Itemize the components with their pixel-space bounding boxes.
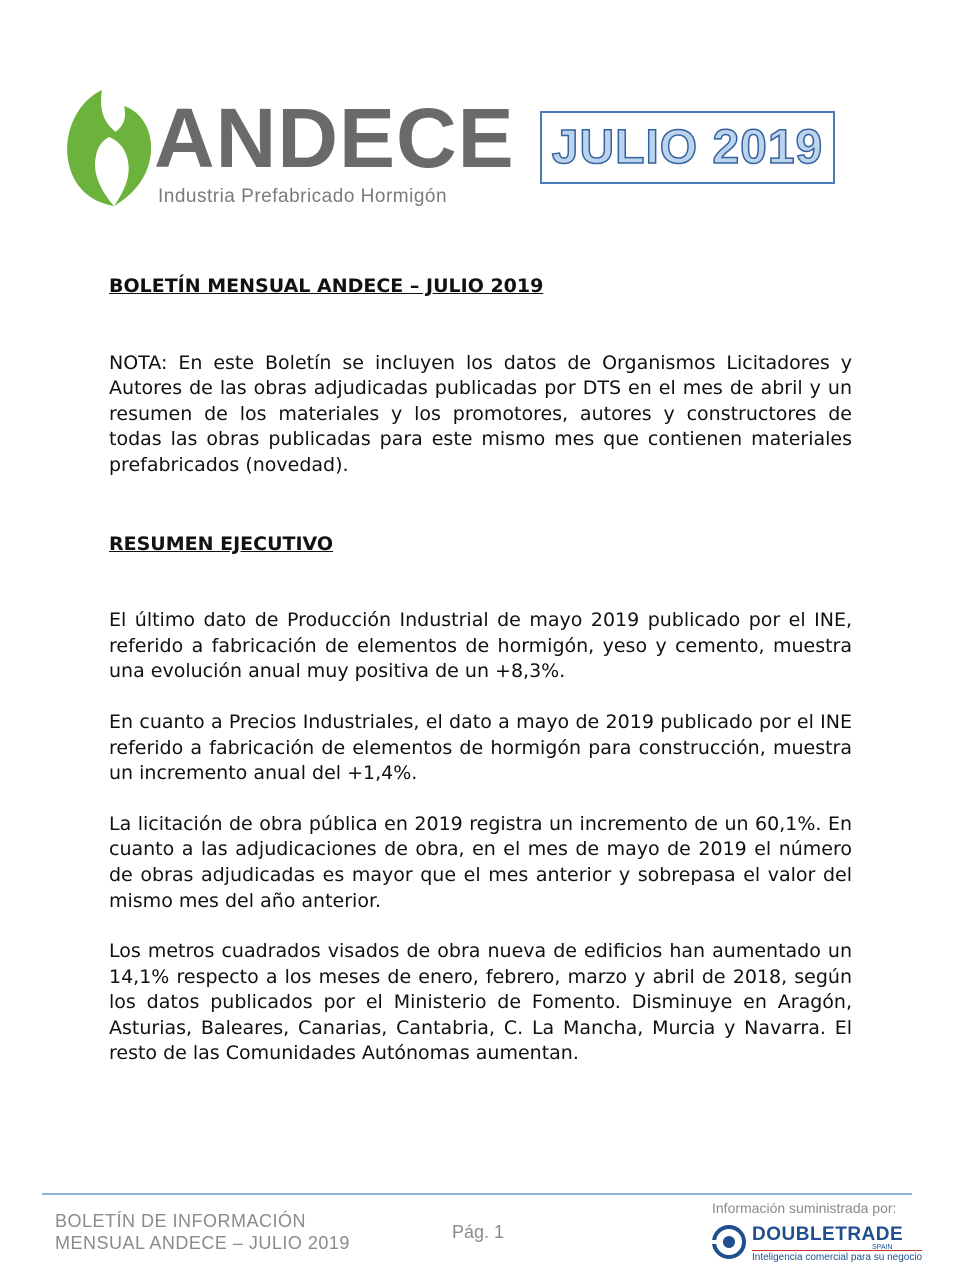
provider-credit [712, 1200, 923, 1264]
section-title: RESUMEN EJECUTIVO [109, 532, 334, 555]
summary-paragraph: El último dato de Producción Industrial de mayo 2019 publicado por el INE, referido a fabricación de elementos de hormigón, yeso y cemento, muestra una evolución anual muy positiva de un +8,3%. [109, 609, 852, 683]
provider-label: Información suministrada por: [712, 1200, 897, 1216]
provider-tagline: Inteligencia comercial para su negocio [752, 1252, 923, 1263]
doubletrade-logo [712, 1224, 923, 1264]
date-badge-text: JULIO 2019 [551, 121, 824, 174]
andece-logo [62, 82, 515, 212]
doubletrade-mark-icon [712, 1224, 746, 1260]
footer-bulletin-label [55, 1210, 350, 1254]
summary-paragraph: En cuanto a Precios Industriales, el dato a mayo de 2019 publicado por el INE referido a fabricación de elementos de hormigón para construcción, muestra un incremento anual del +1,4%. [109, 710, 852, 785]
footer-bulletin-line: BOLETÍN DE INFORMACIÓN [55, 1211, 307, 1231]
provider-name: DOUBLETRADE [752, 1224, 904, 1245]
summary-paragraph: La licitación de obra pública en 2019 registra un incremento de un 60,1%. En cuanto a las adjudicaciones de obra, en el mes de mayo de 2019 el número de obras adjudicadas es mayor que el mes anterior y sobrepasa el valor del mismo mes del año anterior. [109, 812, 852, 912]
provider-country: SPAIN [872, 1244, 893, 1251]
bulletin-title: BOLETÍN MENSUAL ANDECE – JULIO 2019 [109, 275, 544, 297]
logo-wordmark: ANDECE [154, 91, 515, 185]
page-number: Pág. 1 [452, 1222, 505, 1242]
logo-tagline: Industria Prefabricado Hormigón [158, 186, 448, 207]
footer-divider [42, 1193, 912, 1195]
andece-leaf-icon [62, 86, 158, 210]
footer-bulletin-line: MENSUAL ANDECE – JULIO 2019 [55, 1233, 350, 1253]
note-paragraph: NOTA: En este Boletín se incluyen los datos de Organismos Licitadores y Autores de las obras adjudicadas publicadas por DTS en el mes de abril y un resumen de los materiales y los promotores, autores y constructores de todas las obras publicadas para este mismo mes que contienen materiales prefabricados (novedad). [109, 351, 852, 476]
document-body [109, 274, 852, 1067]
summary-paragraph: Los metros cuadrados visados de obra nueva de edificios han aumentado un 14,1% respecto a los meses de enero, febrero, marzo y abril de 2018, según los datos publicados por el Ministerio de Fomento. Disminuye en Aragón, Asturias, Baleares, Canarias, Cantabria, C. La Mancha, Murcia y Navarra. El resto de las Comunidades Autónomas aumentan. [109, 940, 852, 1065]
date-badge [540, 111, 835, 184]
